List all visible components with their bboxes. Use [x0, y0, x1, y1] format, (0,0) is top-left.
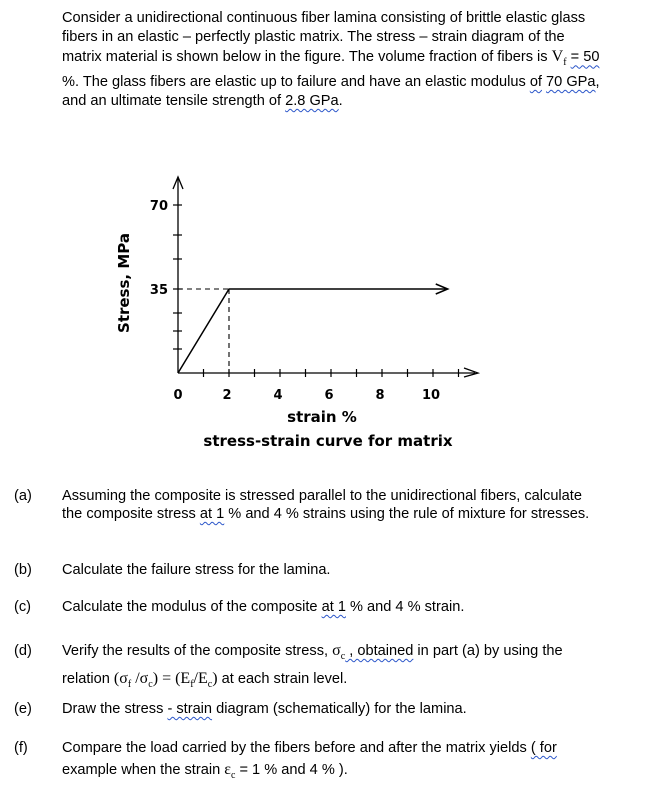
x-tick-label: 0: [173, 388, 183, 403]
y-axis-label: Stress, MPa: [115, 233, 133, 333]
question-label: (d): [14, 643, 32, 659]
matrix-curve-line: [178, 289, 446, 373]
question-label: (e): [14, 701, 32, 717]
x-tick-label: 2: [222, 388, 232, 403]
question-a: [0, 487, 660, 543]
intro-of: of: [529, 73, 542, 90]
x-tick-label: 4: [273, 388, 283, 403]
stress-modulus-relation: ($\sigma_f$ $/\sigma_c) = (E_f/E_c)$: [113, 670, 218, 691]
fiber-modulus: 70 GPa: [546, 73, 596, 90]
epsilon-c-symbol: $\varepsilon_c$: [224, 761, 236, 782]
question-text: Calculate the failure stress for the lamina.: [62, 562, 331, 578]
question-text: Assuming the composite is stressed parallel to the unidirectional fibers, calculate the composite stress at 1 % and 4 % strains using the rule of mixture for stresses.: [62, 488, 590, 522]
question-label: (b): [14, 562, 32, 578]
chart-title: stress-strain curve for matrix: [203, 432, 453, 450]
x-axis-label: strain %: [287, 408, 357, 426]
question-text: Verify the results of the composite stress, $\sigma_c$ , obtained in part (a) by using the relation ($\sigma_f$ $/\sigma_c) = (E_f/E_c)$ at each strain level.: [62, 642, 563, 691]
intro-text-2: %. The glass fibers are elastic up to failure and have an elastic modulus: [62, 73, 526, 90]
x-tick-label: 8: [375, 388, 385, 403]
question-text: Compare the load carried by the fibers before and after the matrix yields ( for example when the strain $\varepsilon_c = 1$ % and 4 % ).: [62, 740, 557, 782]
problem-statement: [62, 9, 602, 111]
fiber-strength: 2.8 GPa: [285, 93, 339, 109]
question-label: (c): [14, 599, 32, 615]
question-label: (f): [14, 740, 28, 756]
intro-text-1: Consider a unidirectional continuous fiber lamina consisting of brittle elastic glass fibers in an elastic – perfectly plastic matrix. The stress – strain diagram of the matrix material is shown below in the figure. The volume fraction of fibers is: [62, 10, 586, 66]
intro-period: .: [338, 93, 343, 109]
x-tick-label: 10: [421, 388, 441, 403]
y-tick-label: 35: [149, 283, 168, 298]
x-tick-label: 6: [324, 388, 334, 403]
vf-value: = 50: [570, 49, 600, 66]
y-tick-label: 70: [149, 199, 168, 214]
sigma-c-symbol: $\sigma_c$: [332, 642, 346, 663]
question-text: Calculate the modulus of the composite at 1 % and 4 % strain.: [62, 599, 465, 615]
matrix-stress-strain-chart: [100, 165, 520, 465]
vf-symbol: $V_f$: [551, 48, 567, 69]
question-label: (a): [14, 488, 32, 504]
question-text: Draw the stress - strain diagram (schematically) for the lamina.: [62, 701, 467, 717]
intro-text-3: , and an ultimate tensile strength of: [62, 73, 600, 109]
